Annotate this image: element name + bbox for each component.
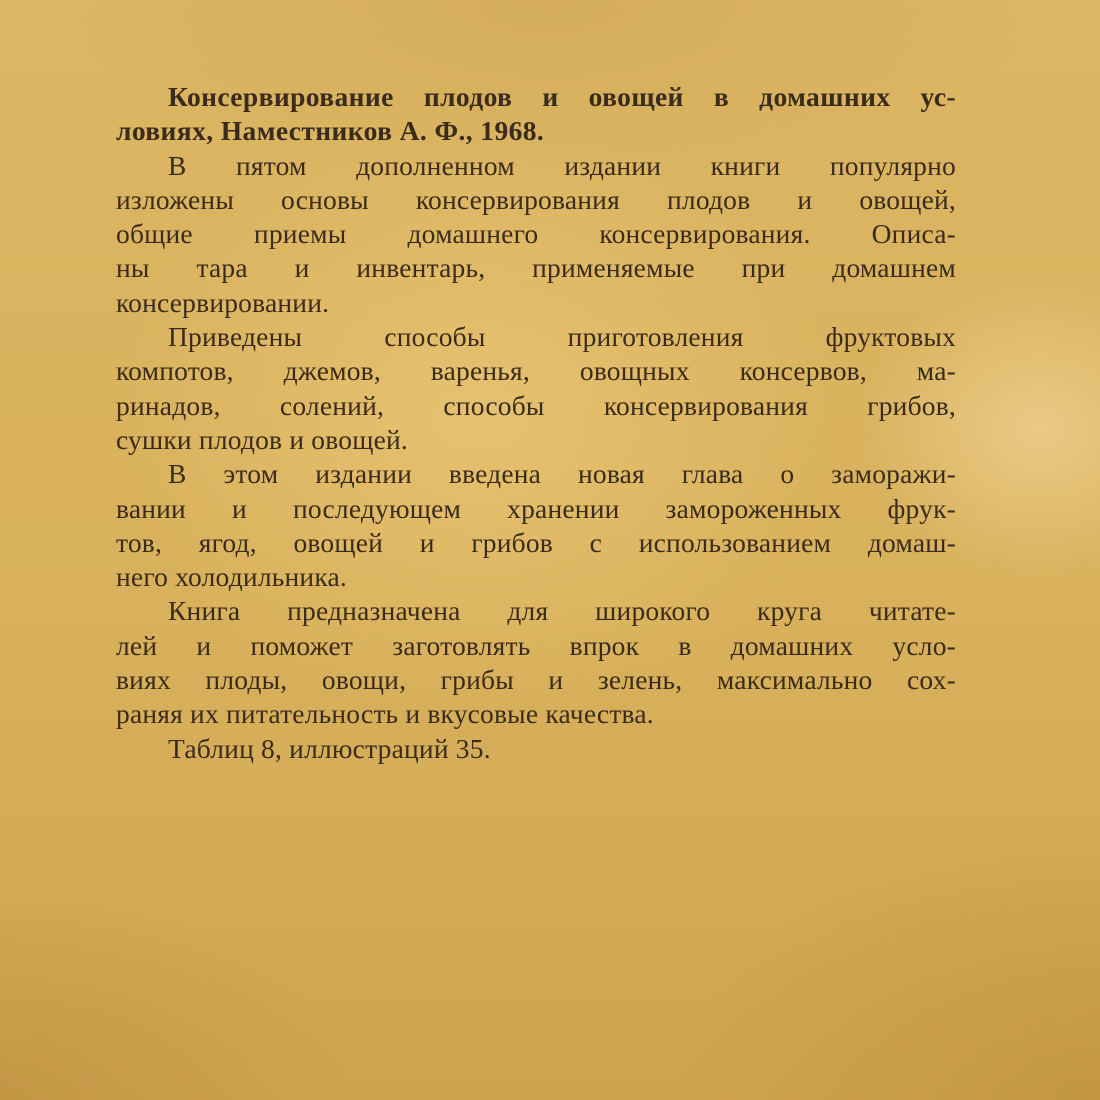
illustration-count [116, 732, 956, 766]
paragraph-3 [116, 457, 956, 594]
paragraph-line: ринадов, солений, способы консервирования грибов, [116, 389, 956, 421]
paragraph-line: консервировании. [116, 286, 330, 318]
paragraph-line: Книга предназначена для широкого круга читате- [168, 595, 956, 627]
paragraph-line: В этом издании введена новая глава о заморажи- [168, 458, 956, 490]
paragraph-line: раняя их питательность и вкусовые качества. [116, 698, 654, 730]
book-title [116, 80, 956, 149]
paragraph-line: Приведены способы приготовления фруктовых [168, 321, 956, 353]
paragraph-line: виях плоды, овощи, грибы и зелень, максимально сох- [116, 664, 956, 696]
paragraph-line: лей и поможет заготовлять впрок в домашних усло- [116, 629, 956, 661]
paragraph-line: компотов, джемов, варенья, овощных консервов, ма- [116, 355, 956, 387]
paragraph-2 [116, 320, 956, 457]
title-line: Консервирование плодов и овощей в домашних ус- [168, 81, 956, 112]
paragraph-1 [116, 149, 956, 320]
paragraph-line: сушки плодов и овощей. [116, 423, 408, 455]
paragraph-line: ны тара и инвентарь, применяемые при домашнем [116, 252, 956, 284]
paragraph-4 [116, 594, 956, 731]
annotation-text [116, 80, 956, 766]
title-line: ловиях, Наместников А. Ф., 1968. [116, 115, 545, 147]
footer-line: Таблиц 8, иллюстраций 35. [168, 732, 491, 764]
paragraph-line: него холодильника. [116, 561, 347, 593]
paragraph-line: изложены основы консервирования плодов и овощей, [116, 183, 956, 215]
paragraph-line: тов, ягод, овощей и грибов с использованием домаш- [116, 526, 956, 558]
paragraph-line: В пятом дополненном издании книги популярно [168, 149, 956, 181]
paragraph-line: вании и последующем хранении замороженных фрук- [116, 492, 956, 524]
paragraph-line: общие приемы домашнего консервирования. Описа- [116, 218, 956, 250]
